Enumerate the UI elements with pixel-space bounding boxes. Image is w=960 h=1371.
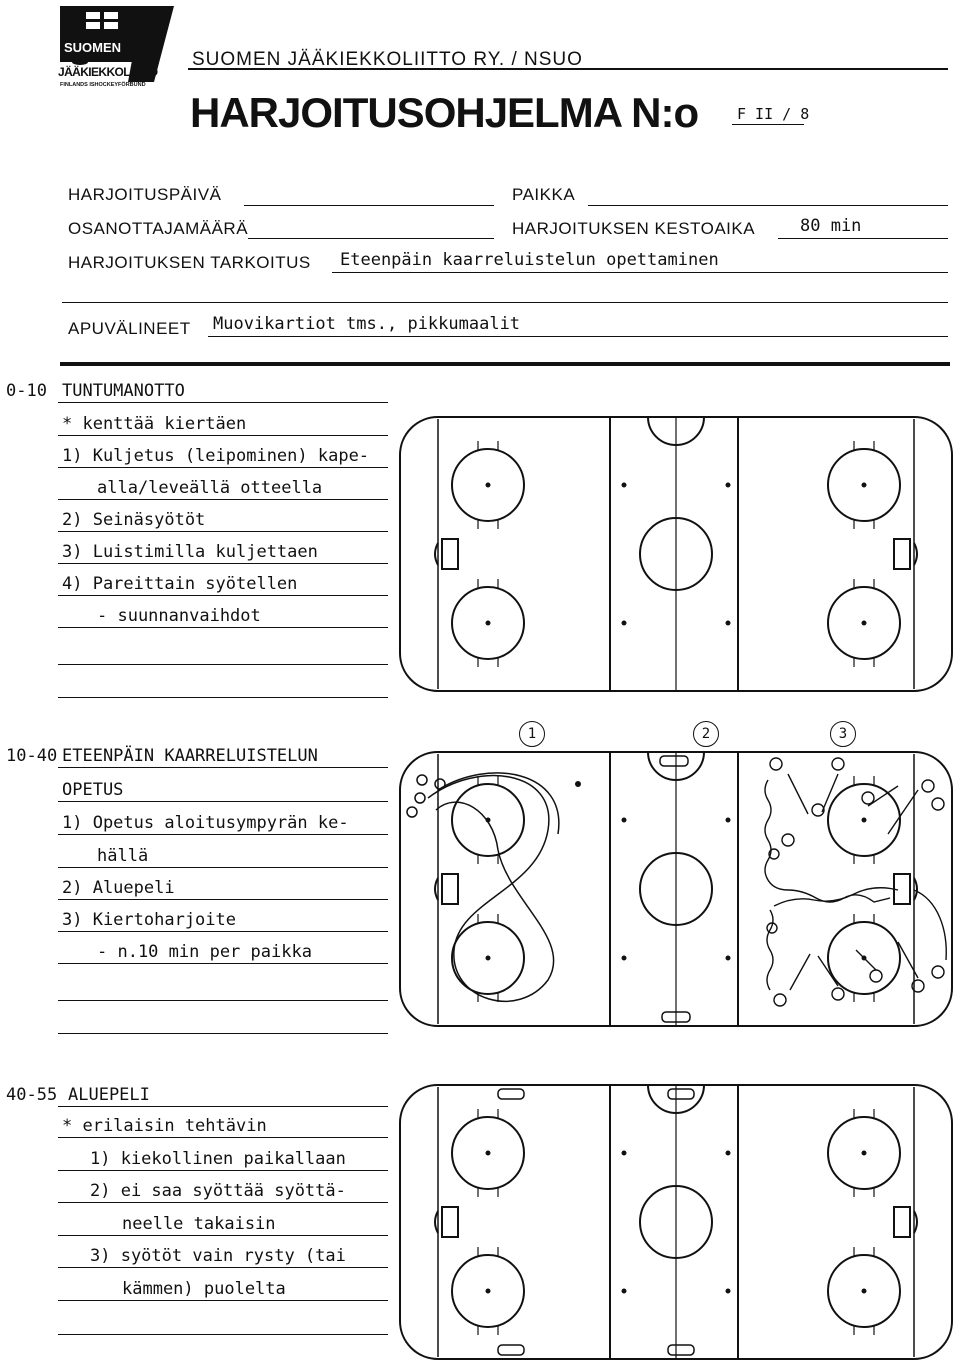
player-marker <box>932 966 944 978</box>
player-marker <box>862 792 874 804</box>
neutral-dot <box>726 956 731 961</box>
text-line <box>58 1235 388 1236</box>
faceoff-dot <box>862 1151 867 1156</box>
section-line: - n.10 min per paikka <box>97 942 312 962</box>
duration-label: HARJOITUKSEN KESTOAIKA <box>512 219 756 238</box>
text-line <box>58 801 388 802</box>
section-line: 2) Seinäsyötöt <box>62 510 206 530</box>
faceoff-dot <box>486 956 491 961</box>
faceoff-dot <box>486 483 491 488</box>
text-line <box>58 963 388 964</box>
player-marker <box>932 798 944 810</box>
section-line: * kenttää kiertäen <box>62 414 247 434</box>
faceoff-dot <box>486 1151 491 1156</box>
skating-path <box>914 890 946 960</box>
rink-diagram-3 <box>398 1083 954 1361</box>
goal-net <box>442 1207 458 1237</box>
text-line <box>58 664 388 665</box>
small-goal <box>668 1345 694 1355</box>
text-line <box>58 402 388 403</box>
player-marker <box>782 834 794 846</box>
header-rule <box>188 68 948 70</box>
organization-name: SUOMEN JÄÄKIEKKOLIITTO RY. / NSUO <box>192 49 583 70</box>
player-marker <box>832 988 844 1000</box>
station-label-3: 3 <box>830 721 856 747</box>
neutral-dot <box>622 483 627 488</box>
section-time: 40-55 <box>6 1085 58 1105</box>
section-time: 10-40 <box>6 746 58 766</box>
federation-logo <box>58 4 176 96</box>
player-marker <box>417 775 427 785</box>
rink-diagram-2 <box>398 750 954 1028</box>
player-marker <box>435 779 445 789</box>
text-line <box>58 1267 388 1268</box>
player-marker <box>407 807 417 817</box>
purpose-line <box>332 272 948 273</box>
player-marker <box>774 994 786 1006</box>
player-marker <box>922 780 934 792</box>
section-line: - suunnanvaihdot <box>97 606 261 626</box>
skating-path <box>767 910 773 990</box>
player-marker <box>832 758 844 770</box>
skating-path <box>428 776 554 1002</box>
neutral-dot <box>726 1289 731 1294</box>
text-line <box>58 867 388 868</box>
section-line: * erilaisin tehtävin <box>62 1116 267 1136</box>
equipment-line <box>208 336 948 337</box>
neutral-dot <box>726 621 731 626</box>
neutral-dot <box>726 818 731 823</box>
text-line <box>58 1170 388 1171</box>
faceoff-dot <box>862 483 867 488</box>
rink-diagram-1 <box>398 415 954 693</box>
section-line: OPETUS <box>62 780 124 800</box>
logo-text-2: JÄÄKIEKKOLIITTO <box>58 65 158 79</box>
neutral-dot <box>622 956 627 961</box>
section-title: ETEENPÄIN KAARRELUISTELUN <box>62 746 318 766</box>
player-marker <box>415 793 425 803</box>
program-number: F II / 8 <box>737 105 810 123</box>
participants-line <box>248 238 494 239</box>
logo-text-1: SUOMEN <box>64 40 122 55</box>
text-line <box>58 1033 388 1034</box>
document-title: HARJOITUSOHJELMA N:o <box>190 89 699 136</box>
neutral-dot <box>622 1289 627 1294</box>
text-line <box>58 899 388 900</box>
section-title: TUNTUMANOTTO <box>62 381 185 401</box>
text-line <box>58 1106 388 1107</box>
pass-arrow <box>788 774 918 834</box>
participants-label: OSANOTTAJAMÄÄRÄ <box>68 219 249 238</box>
text-line <box>58 1334 388 1335</box>
text-line <box>58 595 388 596</box>
section-line: 3) Kiertoharjoite <box>62 910 236 930</box>
neutral-dot <box>726 483 731 488</box>
puck <box>575 781 581 787</box>
text-line <box>58 697 388 698</box>
text-line <box>58 931 388 932</box>
goal-net <box>894 539 910 569</box>
station-label-2: 2 <box>693 721 719 747</box>
small-goal <box>498 1089 524 1099</box>
station-label-1: 1 <box>519 721 545 747</box>
text-line <box>58 499 388 500</box>
section-line: 4) Pareittain syötellen <box>62 574 298 594</box>
place-label: PAIKKA <box>512 185 576 204</box>
text-line <box>58 834 388 835</box>
section-divider <box>60 362 950 366</box>
blank-line <box>62 302 948 303</box>
date-label: HARJOITUSPÄIVÄ <box>68 185 222 204</box>
number-underline <box>732 124 804 125</box>
faceoff-dot <box>862 621 867 626</box>
small-goal <box>498 1345 524 1355</box>
text-line <box>58 627 388 628</box>
text-line <box>58 531 388 532</box>
section-line: 1) Opetus aloitusympyrän ke- <box>62 813 349 833</box>
text-line <box>58 435 388 436</box>
neutral-dot <box>622 818 627 823</box>
faceoff-dot <box>486 621 491 626</box>
logo-text-3: FINLANDS ISHOCKEYFÖRBUND <box>60 82 146 88</box>
purpose-label: HARJOITUKSEN TARKOITUS <box>68 253 311 272</box>
section-line: kämmen) puolelta <box>122 1279 286 1299</box>
section-line: neelle takaisin <box>122 1214 276 1234</box>
small-goal <box>660 756 688 766</box>
faceoff-dot <box>862 1289 867 1294</box>
section-line: 1) Kuljetus (leipominen) kape- <box>62 446 370 466</box>
text-line <box>58 767 388 768</box>
duration-value: 80 min <box>800 216 862 236</box>
text-line <box>58 1300 388 1301</box>
player-marker <box>870 970 882 982</box>
faceoff-dot <box>486 1289 491 1294</box>
equipment-label: APUVÄLINEET <box>68 319 191 338</box>
section-title: ALUEPELI <box>68 1085 150 1105</box>
section-line: 2) Aluepeli <box>62 878 175 898</box>
section-line: 1) kiekollinen paikallaan <box>90 1149 346 1169</box>
duration-line <box>778 238 948 239</box>
player-marker <box>770 758 782 770</box>
text-line <box>58 1202 388 1203</box>
text-line <box>58 1000 388 1001</box>
small-goal <box>668 1089 694 1099</box>
section-line: 3) syötöt vain rysty (tai <box>90 1246 346 1266</box>
text-line <box>58 467 388 468</box>
text-line <box>58 563 388 564</box>
neutral-dot <box>622 621 627 626</box>
section-time: 0-10 <box>6 381 47 401</box>
goal-net <box>442 539 458 569</box>
date-line <box>244 205 494 206</box>
place-line <box>588 205 948 206</box>
neutral-dot <box>622 1151 627 1156</box>
section-line: 2) ei saa syöttää syöttä- <box>90 1181 346 1201</box>
section-line: alla/leveällä otteella <box>97 478 323 498</box>
goal-net <box>442 874 458 904</box>
goal-net <box>894 1207 910 1237</box>
neutral-dot <box>726 1151 731 1156</box>
faceoff-dot <box>862 818 867 823</box>
section-line: hällä <box>97 846 149 866</box>
text-line <box>58 1137 388 1138</box>
equipment-value: Muovikartiot tms., pikkumaalit <box>213 314 521 334</box>
purpose-value: Eteenpäin kaarreluistelun opettaminen <box>340 250 719 270</box>
section-line: 3) Luistimilla kuljettaen <box>62 542 318 562</box>
